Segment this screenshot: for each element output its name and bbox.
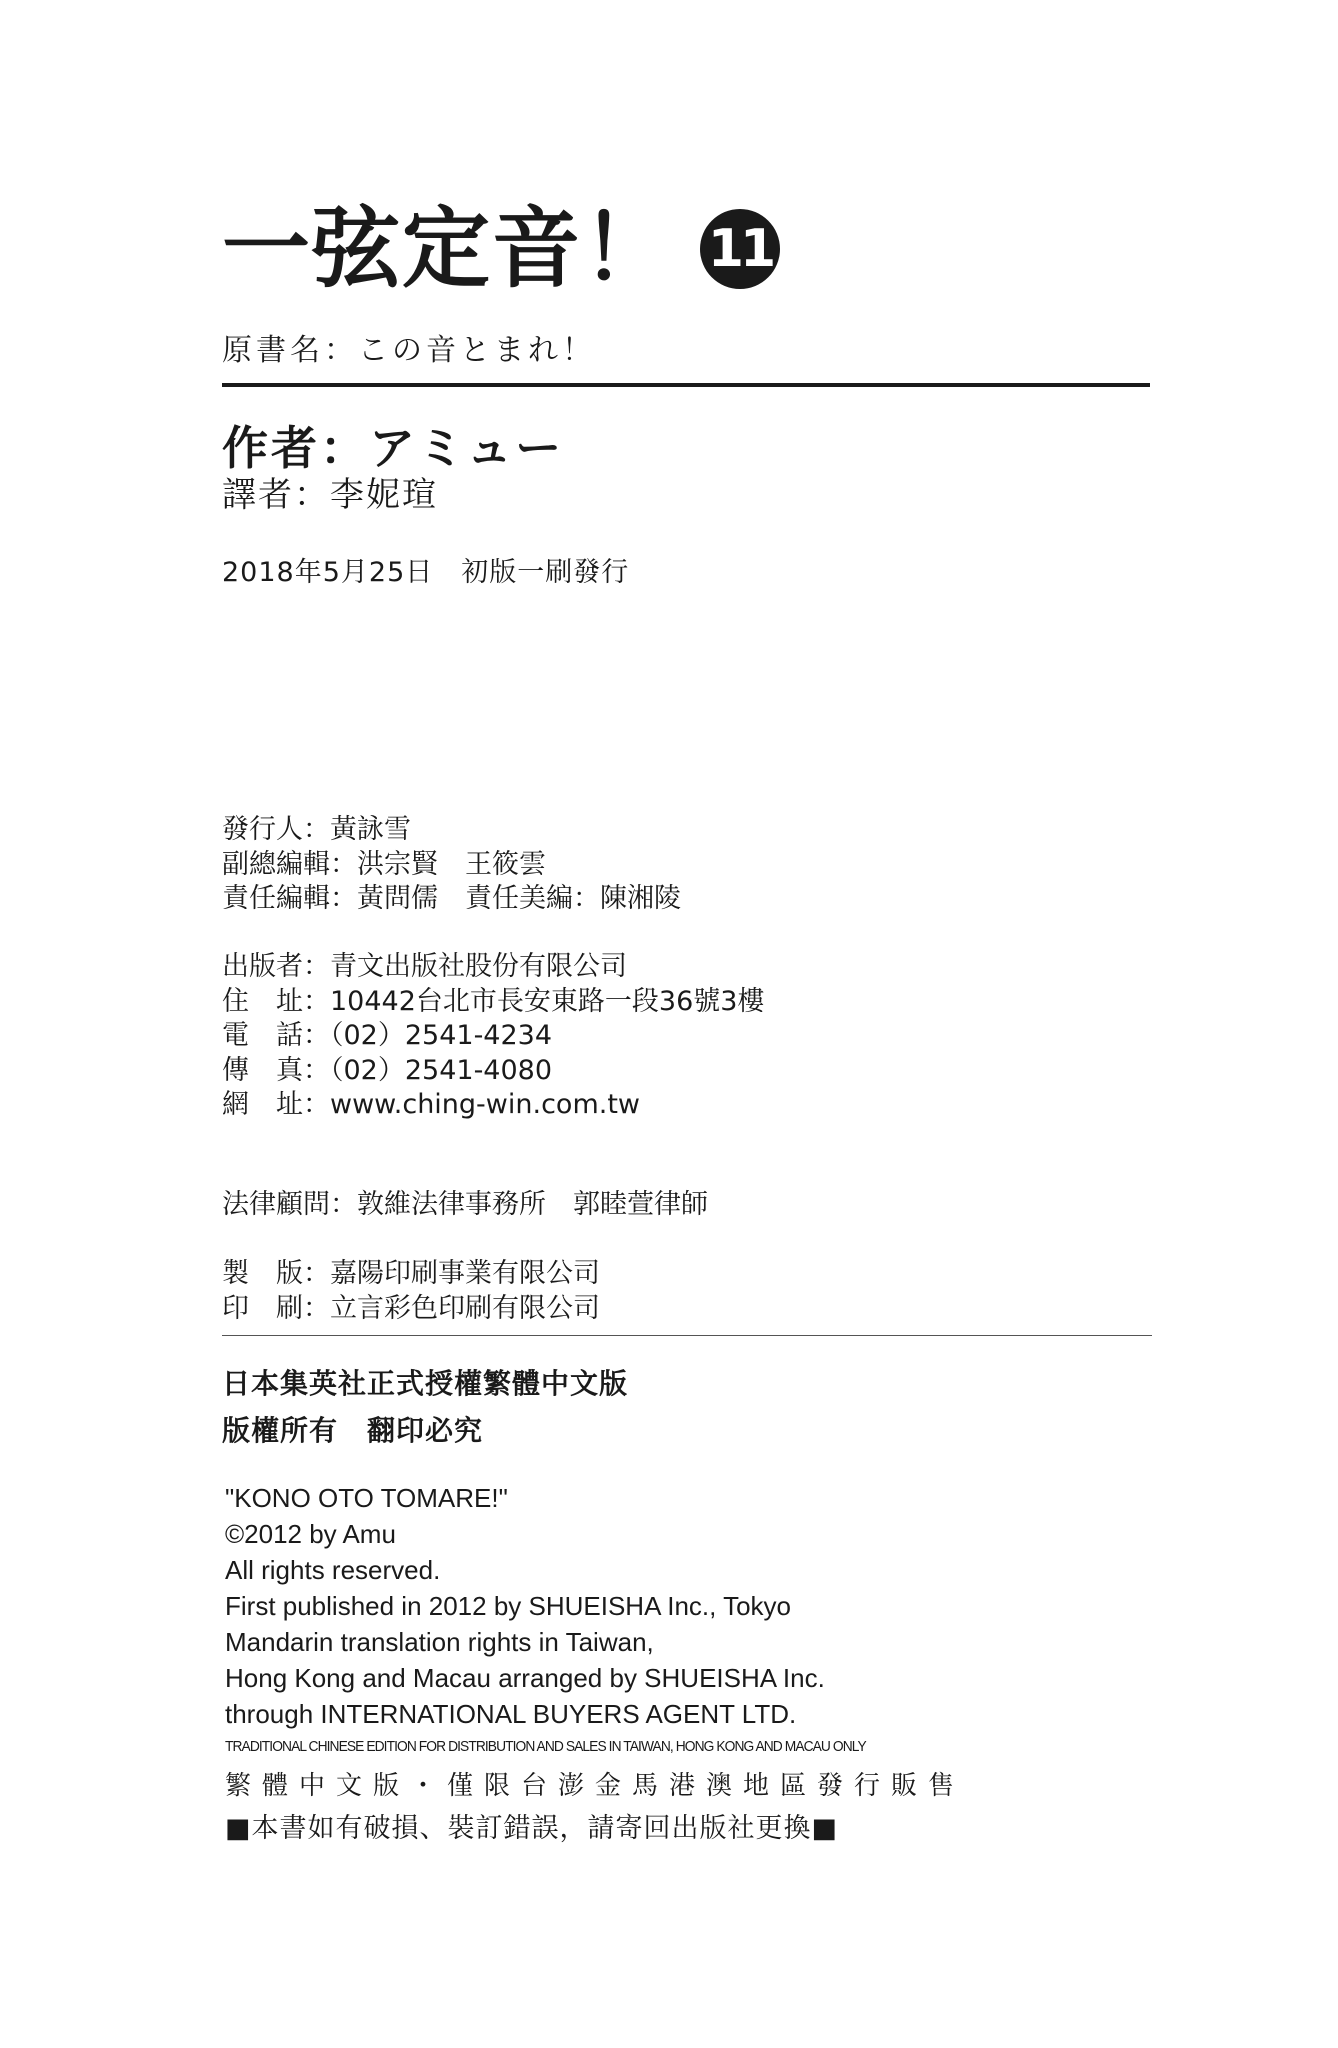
distribution-note: TRADITIONAL CHINESE EDITION FOR DISTRIBUTION AND SALES IN TAIWAN, HONG KONG AND MACAU ONLY [225, 1738, 866, 1755]
publisher-address: 住 址：10442台北市長安東路一段36號3樓 [222, 985, 765, 1017]
publisher-phone: 電 話：（02）2541-4234 [222, 1020, 553, 1051]
english-rights-line: through INTERNATIONAL BUYERS AGENT LTD. [225, 1699, 797, 1729]
staff-line: 責任編輯：黃問儒 責任美編：陳湘陵 [222, 883, 681, 914]
staff-line: 發行人：黃詠雪 [222, 814, 411, 845]
limited-sale-notice: 繁體中文版・僅限台澎金馬港澳地區發行販售 [225, 1771, 966, 1801]
english-rights-line: All rights reserved. [225, 1555, 441, 1585]
english-rights-line: Mandarin translation rights in Taiwan, [225, 1627, 654, 1657]
original-title: 原書名：この音とまれ！ [222, 333, 596, 368]
book-title-text: 一弦定音！ [222, 197, 673, 300]
title-divider [222, 383, 1150, 387]
publisher-fax: 傳 真：（02）2541-4080 [222, 1054, 553, 1086]
copyright-line: 版權所有 翻印必究 [222, 1414, 484, 1447]
printing-line: 印 刷：立言彩色印刷有限公司 [222, 1292, 600, 1324]
damage-notice: ■本書如有破損、裝訂錯誤，請寄回出版社更換■ [225, 1813, 839, 1844]
english-rights-line: Hong Kong and Macau arranged by SHUEISHA Inc. [225, 1663, 825, 1693]
volume-number-badge: 11 [700, 209, 780, 289]
legal-advisor: 法律顧問：敦維法律事務所 郭睦萱律師 [222, 1189, 708, 1220]
english-rights-line: First published in 2012 by SHUEISHA Inc., Tokyo [225, 1591, 792, 1621]
publisher-website: 網 址：www.ching-win.com.tw [222, 1089, 640, 1120]
english-rights-line: "KONO OTO TOMARE!" [225, 1483, 508, 1513]
publisher-name: 出版者：青文出版社股份有限公司 [222, 951, 627, 982]
section-divider [222, 1335, 1152, 1336]
publisher-info [222, 950, 764, 1123]
publish-date: 2018年5月25日 初版一刷發行 [222, 557, 630, 588]
translator-line: 譯者：李妮瑄 [222, 475, 438, 515]
authorization-line: 日本集英社正式授權繁體中文版 [222, 1367, 629, 1400]
author-line: 作者：アミュー [222, 421, 565, 475]
english-rights-line: ©2012 by Amu [225, 1519, 396, 1549]
printing-info [222, 1257, 600, 1326]
staff-credits [222, 813, 681, 917]
rights-chinese [222, 1360, 628, 1454]
staff-line: 副總編輯：洪宗賢 王筱雲 [222, 848, 546, 880]
plate-making-line: 製 版：嘉陽印刷事業有限公司 [222, 1258, 600, 1289]
book-title [222, 197, 780, 300]
rights-english [225, 1480, 825, 1732]
